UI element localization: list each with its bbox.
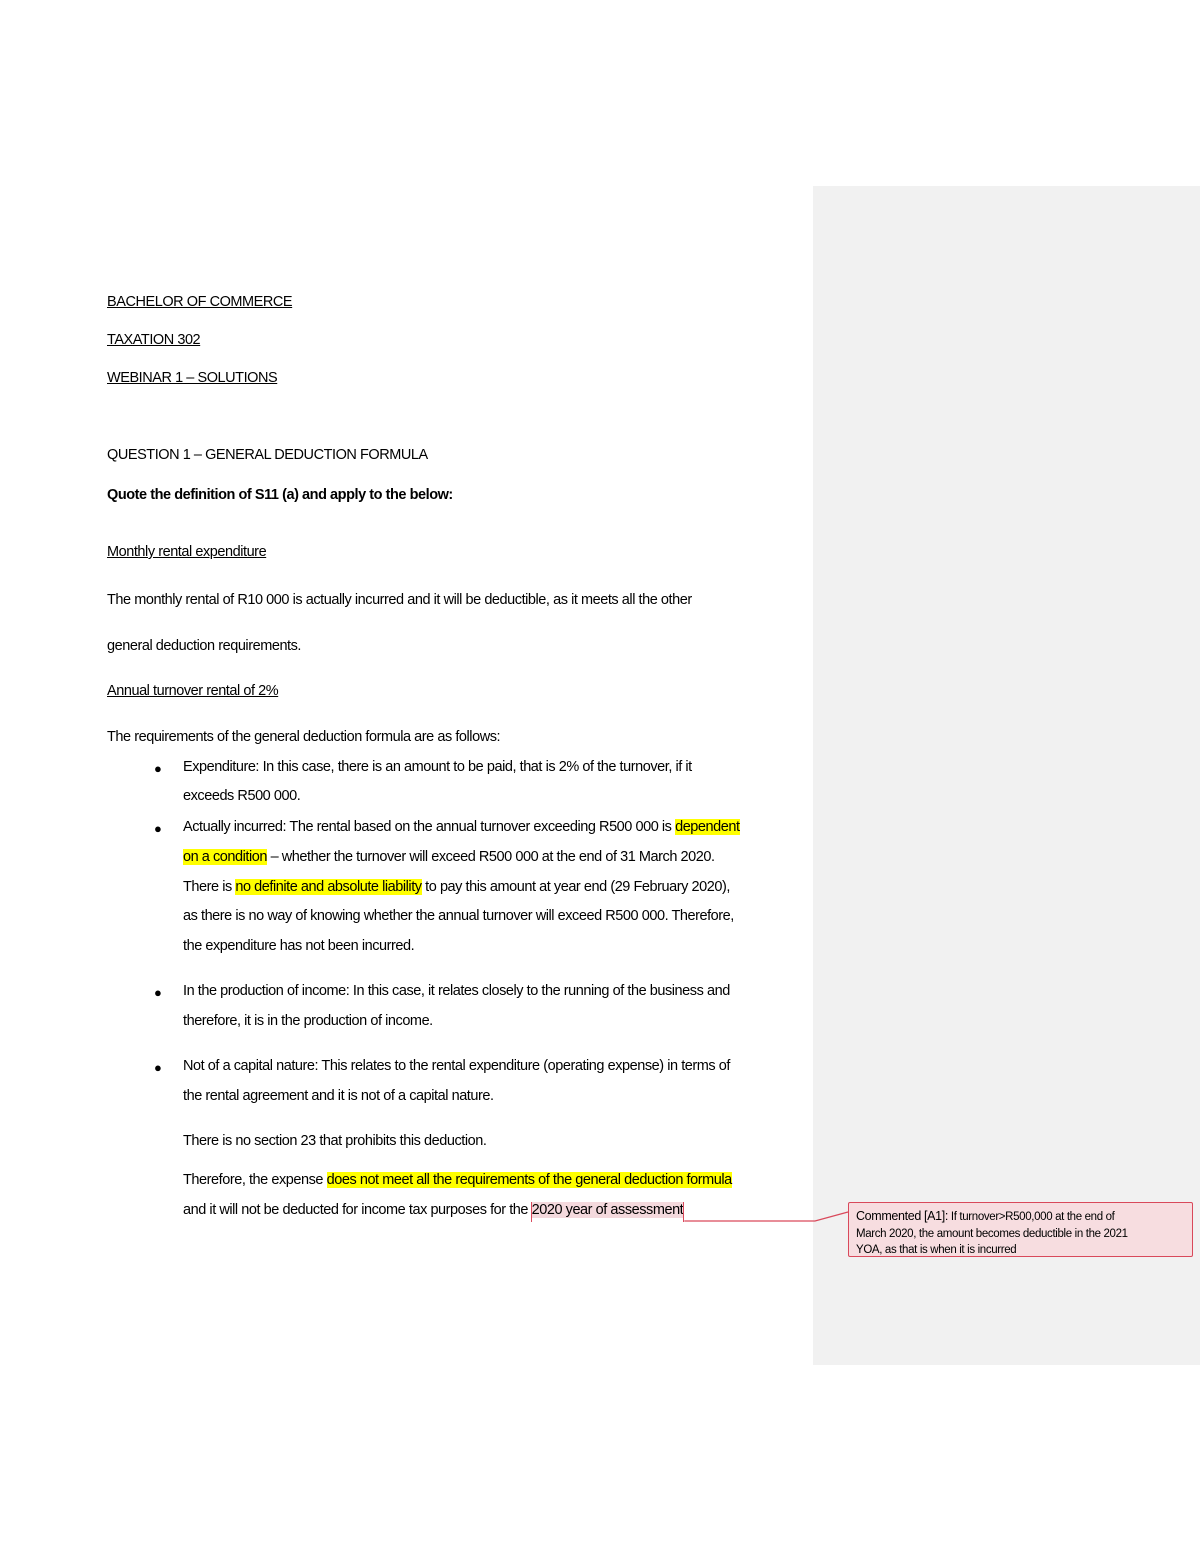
conclusion-text: Therefore, the expense: [183, 1172, 327, 1188]
bullet-dot-icon: ●: [154, 985, 162, 1000]
header-course: TAXATION 302: [107, 332, 201, 348]
comment-anchor-end: [683, 1202, 684, 1222]
annual-heading: Annual turnover rental of 2%: [107, 683, 279, 699]
conclusion-line-1: [183, 1172, 732, 1188]
section-23-note: There is no section 23 that prohibits this deduction.: [183, 1133, 487, 1149]
monthly-heading: Monthly rental expenditure: [107, 544, 267, 560]
annual-intro: The requirements of the general deduction formula are as follows:: [107, 729, 501, 745]
bullet-4-line-2: the rental agreement and it is not of a capital nature.: [183, 1088, 494, 1104]
commented-text[interactable]: 2020 year of assessment: [531, 1202, 684, 1218]
bullet-3-line-1: In the production of income: In this case, it relates closely to the running of the business and: [183, 983, 730, 999]
monthly-line-1: The monthly rental of R10 000 is actually incurred and it will be deductible, as it meets all the other: [107, 592, 692, 608]
bullet-2-text: to pay this amount at year end (29 February 2020),: [421, 879, 730, 895]
comment-balloon[interactable]: [848, 1202, 1193, 1257]
bullet-3-line-2: therefore, it is in the production of income.: [183, 1013, 433, 1029]
highlight-requirements: does not meet all the requirements of the general deduction formula: [326, 1172, 732, 1188]
comment-text: If turnover>R500,000 at the end of: [948, 1211, 1115, 1223]
bullet-2-line-5: the expenditure has not been incurred.: [183, 938, 415, 954]
conclusion-text: and it will not be deducted for income tax purposes for the: [183, 1202, 532, 1218]
bullet-1-line-1: Expenditure: In this case, there is an amount to be paid, that is 2% of the turnover, if it: [183, 759, 692, 775]
comment-line-2: March 2020, the amount becomes deductible in the 2021: [856, 1227, 1128, 1240]
bullet-2-line-1: [183, 819, 740, 835]
bullet-2-line-3: [183, 879, 730, 895]
bullet-1-line-2: exceeds R500 000.: [183, 788, 301, 804]
comment-label: Commented [A1]:: [856, 1209, 949, 1223]
header-degree: BACHELOR OF COMMERCE: [107, 294, 293, 310]
bullet-dot-icon: ●: [154, 821, 162, 836]
highlight-liability: no definite and absolute liability: [235, 879, 422, 895]
bullet-dot-icon: ●: [154, 761, 162, 776]
highlight-condition: on a condition: [183, 849, 267, 865]
bullet-2-text: – whether the turnover will exceed R500 000 at the end of 31 March 2020.: [267, 849, 715, 865]
bullet-2-text: There is: [183, 879, 236, 895]
comment-anchor-start: [531, 1202, 532, 1222]
bullet-4-line-1: Not of a capital nature: This relates to the rental expenditure (operating expense) in terms of: [183, 1058, 730, 1074]
comment-pane: [813, 186, 1200, 1365]
comment-line-1: [856, 1208, 1186, 1226]
conclusion-line-2: [183, 1202, 683, 1218]
bullet-2-line-4: as there is no way of knowing whether the annual turnover will exceed R500 000. Therefore,: [183, 908, 734, 924]
bullet-2-text: Actually incurred: The rental based on the annual turnover exceeding R500 000 is: [183, 819, 676, 835]
highlight-dependent: dependent: [675, 819, 740, 835]
bullet-2-line-2: [183, 849, 715, 865]
question-instruction: Quote the definition of S11 (a) and apply to the below:: [107, 487, 453, 503]
comment-line-3: YOA, as that is when it is incurred: [856, 1244, 1017, 1256]
bullet-dot-icon: ●: [154, 1060, 162, 1075]
header-webinar: WEBINAR 1 – SOLUTIONS: [107, 370, 278, 386]
monthly-line-2: general deduction requirements.: [107, 638, 302, 654]
question-title: QUESTION 1 – GENERAL DEDUCTION FORMULA: [107, 447, 428, 463]
